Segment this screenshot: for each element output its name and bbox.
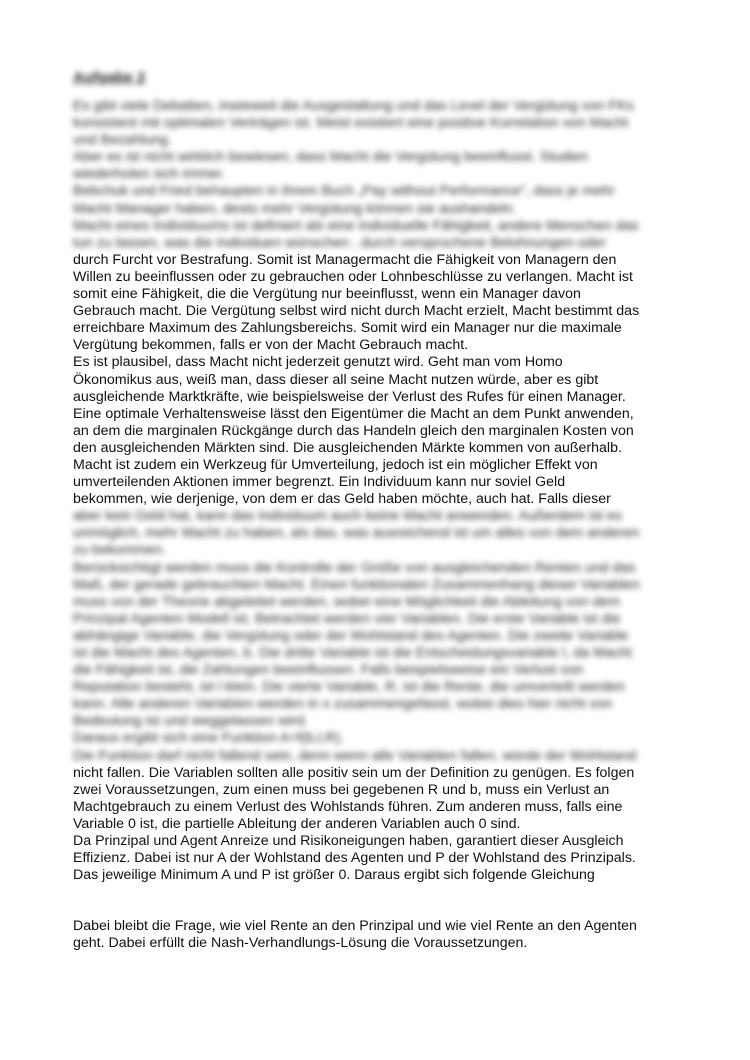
blurred-paragraph-intro: Es gibt viele Debatten, inwieweit die Ausgestaltung und das Level der Vergütung von FKs konsistent mit optimalen Verträgen ist. Meist existiert eine positive Korrelation von Macht und Bezahlung. Aber es ist nicht wirklich bewiesen, dass Macht die Vergütung beeinflusst. Studien wiederholen sich immer. Bebchuk und Fried behaupten in ihrem Buch „Pay without Performance“, dass je mehr Macht Manager haben, desto mehr Vergütung können sie aushandeln. Macht eines Individuums ist definiert als eine individuelle Fähigkeit, andere Menschen das tun zu lassen, was die Individuen wünschen , durch versprochene Belohnungen oder bbox=[73, 98, 639, 251]
blurred-paragraph-variables: aber kein Geld hat, kann das Individuum auch keine Macht anwenden. Außerdem ist es unmöglich, mehr Macht zu haben, als das, was ausreichend ist um alles von dem anderen zu bekommen. Berücksichtigt werden muss die Kontrolle der Größe von ausgleichenden Renten und das Maß, der gerade gebrauchten Macht. Einen funktionalen Zusammenhang dieser Variablen muss von der Theorie abgeleitet werden, wobei eine Möglichkeit die Ableitung von dem Prinzipal Agenten Modell ist. Betrachtet werden vier Variablen. Die erste Variable ist die abhängige Variable, die Vergütung oder der Wohlstand des Agenten. Die zweite Variable ist die Macht des Agenten, b. Die dritte Variable ist die Entscheidungsvariable l, da Macht die Fähigkeit ist, die Zahlungen beeinflussen. Falls beispielsweise ein Verlust von Reputation besteht, ist l klein. Die vierte Variable, R, ist die Rente, die umverteilt werden kann. Alle anderen Variablen werden in x zusammengefasst, wobei dies hier nicht von Bedeutung ist und weggelassen wird. Daraus ergibt sich eine Funktion A=f(b,l,R). Die Funktion darf nicht fallend sein, denn wenn alle Variablen fallen, würde der Wohlstand bbox=[73, 508, 640, 764]
visible-paragraph-conditions: nicht fallen. Die Variablen sollten alle positiv sein um der Definition zu genügen. Es folgen zwei Voraussetzungen, zum einen muss bei gegebenen R und b, muss ein Verlust an Machtgebrauch zu einem Verlust des Wohlstands führen. Zum anderen muss, falls eine Variable 0 ist, die partielle Ableitung der anderen Variablen auch 0 sind. Da Prinzipal und Agent Anreize und Risikoneigungen haben, garantiert dieser Ausgleich Effizienz. Dabei ist nur A der Wohlstand des Agenten und P der Wohlstand des Prinzipals. Das jeweilige Minimum A und P ist größer 0. Daraus ergibt sich folgende Gleichung bbox=[73, 764, 636, 884]
document-page bbox=[73, 69, 685, 953]
visible-paragraph-managermacht: durch Furcht vor Bestrafung. Somit ist Managermacht die Fähigkeit von Managern den Willen zu beeinflussen oder zu gebrauchen oder Lohnbeschlüsse zu verlangen. Macht ist somit eine Fähigkeit, die die Vergütung nur beeinflusst, wenn ein Manager davon Gebrauch macht. Die Vergütung selbst wird nicht durch Macht erzielt, Macht bestimmt das erreichbare Maximum des Zahlungsbereichs. Somit wird ein Manager nur die maximale Vergütung bekommen, falls er von der Macht Gebrauch macht. Es ist plausibel, dass Macht nicht jederzeit genutzt wird. Geht man vom Homo Ökonomikus aus, weiß man, dass dieser all seine Macht nutzen würde, aber es gibt ausgleichende Marktkräfte, wie beispielsweise der Verlust des Rufes für einen Manager. Eine optimale Verhaltensweise lässt den Eigentümer die Macht an dem Punkt anwenden, an dem die marginalen Rückgänge durch das Handeln gleich den marginalen Kosten von den ausgleichenden Märkten sind. Die ausgleichenden Märkte kommen von außerhalb. Macht ist zudem ein Werkzeug für Umverteilung, jedoch ist ein möglicher Effekt von umverteilenden Aktionen immer begrenzt. Ein Individuum kann nur soviel Geld bekommen, wie derjenige, von dem er das Geld haben möchte, auch hat. Falls dieser bbox=[73, 251, 640, 508]
visible-paragraph-nash: Dabei bleibt die Frage, wie viel Rente an den Prinzipal und wie viel Rente an den Agenten geht. Dabei erfüllt die Nash-Verhandlungs-Lösung die Voraussetzungen. bbox=[73, 918, 637, 952]
document-title: Aufgabe 2 bbox=[73, 69, 146, 86]
equation-gap bbox=[73, 884, 685, 918]
